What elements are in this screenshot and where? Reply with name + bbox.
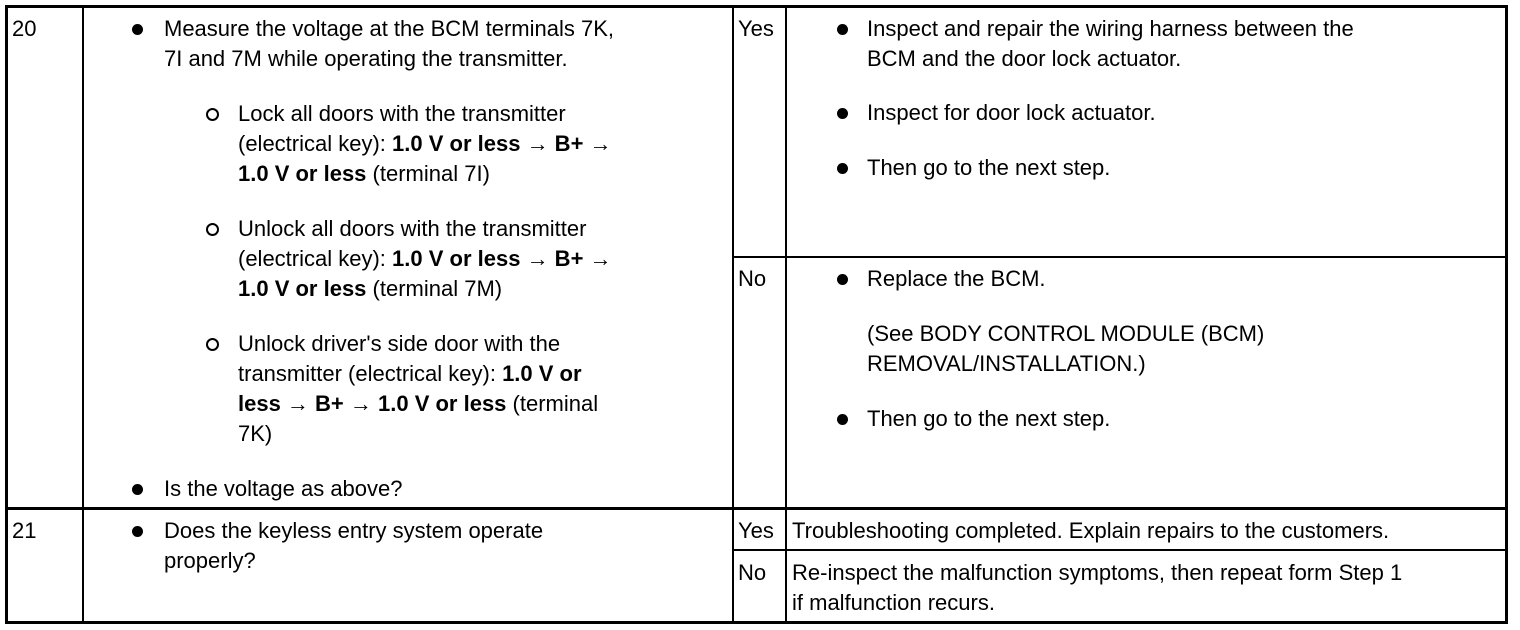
voltage-spec: 1.0 V or [502,361,582,386]
sub-bullet-icon [206,223,219,236]
bullet-icon [837,163,848,174]
reference-text: REMOVAL/INSTALLATION.) [867,351,1146,376]
no-label: No [738,266,767,291]
check-subitem [238,389,598,419]
check-text: Does the keyless entry system operate [164,518,544,543]
bullet-icon [132,484,143,495]
reference-text: (See BODY CONTROL MODULE (BCM) [867,321,1265,346]
row-divider [732,256,1506,258]
check-subitem [238,129,612,159]
action-text: Then go to the next step. [867,155,1111,180]
yes-label: Yes [738,518,774,543]
row-divider [7,507,1506,510]
step-number: 21 [12,518,37,543]
yes-label: Yes [738,16,774,41]
check-subitem-text: transmitter (electrical key): [238,361,503,386]
column-divider [785,7,787,623]
action-text: Then go to the next step. [867,406,1111,431]
bullet-icon [132,526,143,537]
check-text: properly? [164,548,256,573]
check-subitem-text: (terminal 7I) [366,161,490,186]
check-subitem [238,244,612,274]
action-text: BCM and the door lock actuator. [867,46,1182,71]
voltage-spec: 1.0 V or less → B+ → [392,246,612,271]
bullet-icon [132,24,143,35]
check-text: Measure the voltage at the BCM terminals 7K, [164,16,614,41]
column-divider [732,7,734,623]
step-number: 20 [12,16,37,41]
action-text: Troubleshooting completed. Explain repairs to the customers. [792,518,1390,543]
no-label: No [738,560,767,585]
bullet-icon [837,108,848,119]
sub-bullet-icon [206,338,219,351]
voltage-spec: less → B+ → 1.0 V or less [238,391,507,416]
action-text: Inspect for door lock actuator. [867,100,1156,125]
check-subitem [238,159,490,189]
check-subitem: Lock all doors with the transmitter [238,101,566,126]
bullet-icon [837,24,848,35]
check-text: 7I and 7M while operating the transmitter. [164,46,568,71]
action-text: Replace the BCM. [867,266,1046,291]
action-text: Re-inspect the malfunction symptoms, then repeat form Step 1 [792,560,1403,585]
check-subitem: Unlock all doors with the transmitter [238,216,587,241]
action-text: if malfunction recurs. [792,590,995,615]
bullet-icon [837,274,848,285]
voltage-spec: 1.0 V or less → B+ → [392,131,612,156]
row-divider [732,549,1506,551]
action-text: Inspect and repair the wiring harness between the [867,16,1354,41]
check-text: Is the voltage as above? [164,476,403,501]
voltage-spec: 1.0 V or less [238,276,367,301]
check-subitem: Unlock driver's side door with the [238,331,561,356]
check-subitem-text: (terminal 7M) [366,276,503,301]
check-subitem-text: (terminal [506,391,599,416]
check-subitem-text: (electrical key): [238,131,393,156]
voltage-spec: 1.0 V or less [238,161,367,186]
check-subitem [238,274,502,304]
check-subitem-text: (electrical key): [238,246,393,271]
check-subitem: 7K) [238,421,273,446]
sub-bullet-icon [206,108,219,121]
bullet-icon [837,414,848,425]
check-subitem [238,359,582,389]
column-divider [82,7,84,623]
